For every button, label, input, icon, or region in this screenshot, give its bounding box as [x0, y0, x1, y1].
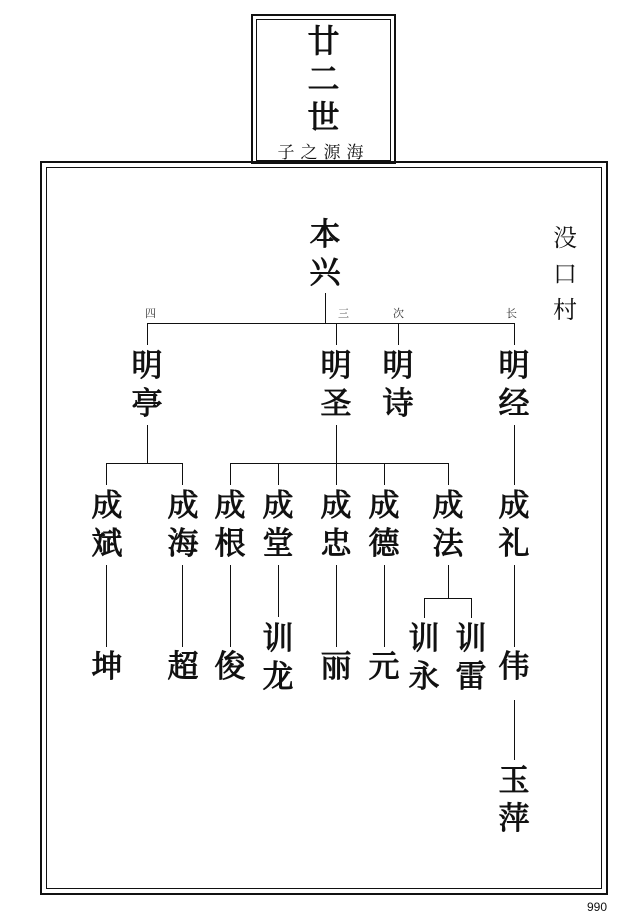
- generation-title: [256, 22, 391, 136]
- connector-line: [514, 700, 515, 760]
- connector-line: [147, 323, 515, 324]
- descendant-name: 俊: [214, 649, 246, 685]
- village-name: [551, 220, 579, 328]
- village-char: 村: [553, 296, 577, 324]
- name-char: 忠: [320, 526, 352, 562]
- descendant-name: 丽: [320, 649, 352, 685]
- name-char: 成: [91, 488, 123, 524]
- connector-line: [384, 565, 385, 647]
- title-char: 二: [307, 60, 340, 98]
- connector-line: [147, 323, 148, 345]
- village-char: 口: [553, 260, 577, 288]
- name-char: 亭: [131, 386, 163, 422]
- name-char: 玉: [498, 763, 530, 799]
- grandson-name: [258, 487, 298, 563]
- name-char: 成: [368, 488, 400, 524]
- name-char: 经: [498, 386, 530, 422]
- descendant-name: 伟: [498, 649, 530, 685]
- birth-order-label: 三: [338, 307, 349, 320]
- name-char: 雷: [455, 659, 487, 695]
- connector-line: [424, 598, 425, 618]
- connector-line: [278, 463, 279, 485]
- root-name: [305, 216, 345, 292]
- connector-line: [230, 565, 231, 647]
- connector-line: [384, 463, 385, 485]
- connector-line: [398, 323, 399, 345]
- descendant-name: 坤: [91, 649, 123, 685]
- descendant-name: [404, 620, 444, 696]
- connector-line: [182, 565, 183, 647]
- connector-line: [448, 463, 449, 485]
- connector-line: [471, 598, 472, 618]
- name-char: 兴: [309, 255, 341, 291]
- name-char: 训: [455, 621, 487, 657]
- descendant-name: 元: [368, 649, 400, 685]
- name-char: 训: [408, 621, 440, 657]
- connector-line: [230, 463, 449, 464]
- connector-line: [514, 565, 515, 647]
- connector-line: [424, 598, 472, 599]
- grandson-name: [364, 487, 404, 563]
- page-number: 990: [586, 900, 607, 914]
- son-name: [378, 347, 418, 423]
- name-char: 法: [432, 526, 464, 562]
- grandson-name: [494, 487, 534, 563]
- name-char: 训: [262, 621, 294, 657]
- connector-line: [106, 463, 183, 464]
- birth-order-label: 次: [393, 307, 404, 320]
- connector-line: [230, 463, 231, 485]
- name-char: 成: [498, 488, 530, 524]
- connector-line: [325, 293, 326, 323]
- name-char: 成: [214, 488, 246, 524]
- name-char: 德: [368, 526, 400, 562]
- name-char: 成: [320, 488, 352, 524]
- name-char: 根: [214, 526, 246, 562]
- connector-line: [278, 565, 279, 617]
- descendant-name: 超: [167, 649, 199, 685]
- name-char: 海: [167, 526, 199, 562]
- connector-line: [182, 463, 183, 485]
- name-char: 萍: [498, 801, 530, 837]
- son-name: [494, 347, 534, 423]
- grandson-name: [316, 487, 356, 563]
- grandson-name: [210, 487, 250, 563]
- birth-order-label: 长: [506, 307, 517, 320]
- name-char: 成: [432, 488, 464, 524]
- name-char: 诗: [382, 386, 414, 422]
- connector-line: [336, 425, 337, 463]
- connector-line: [514, 323, 515, 345]
- title-char: 廿: [307, 22, 340, 60]
- name-char: 明: [498, 348, 530, 384]
- descendant-name: [494, 762, 534, 838]
- son-name: [316, 347, 356, 423]
- grandson-name: [428, 487, 468, 563]
- name-char: 本: [309, 217, 341, 253]
- generation-subtitle: 子之源海: [277, 143, 370, 163]
- name-char: 圣: [320, 386, 352, 422]
- name-char: 明: [131, 348, 163, 384]
- descendant-name: [451, 620, 491, 696]
- connector-line: [514, 425, 515, 485]
- grandson-name: [87, 487, 127, 563]
- name-char: 斌: [91, 526, 123, 562]
- son-name: [127, 347, 167, 423]
- name-char: 堂: [262, 526, 294, 562]
- name-char: 永: [408, 659, 440, 695]
- connector-line: [448, 565, 449, 598]
- name-char: 明: [320, 348, 352, 384]
- connector-line: [106, 463, 107, 485]
- birth-order-label: 四: [145, 307, 156, 320]
- grandson-name: [163, 487, 203, 563]
- connector-line: [336, 463, 337, 485]
- village-char: 没: [553, 224, 577, 252]
- descendant-name: [258, 620, 298, 696]
- connector-line: [336, 565, 337, 647]
- connector-line: [106, 565, 107, 647]
- name-char: 明: [382, 348, 414, 384]
- name-char: 成: [167, 488, 199, 524]
- name-char: 龙: [262, 659, 294, 695]
- name-char: 成: [262, 488, 294, 524]
- name-char: 礼: [498, 526, 530, 562]
- title-char: 世: [307, 98, 340, 136]
- connector-line: [147, 425, 148, 463]
- connector-line: [336, 323, 337, 345]
